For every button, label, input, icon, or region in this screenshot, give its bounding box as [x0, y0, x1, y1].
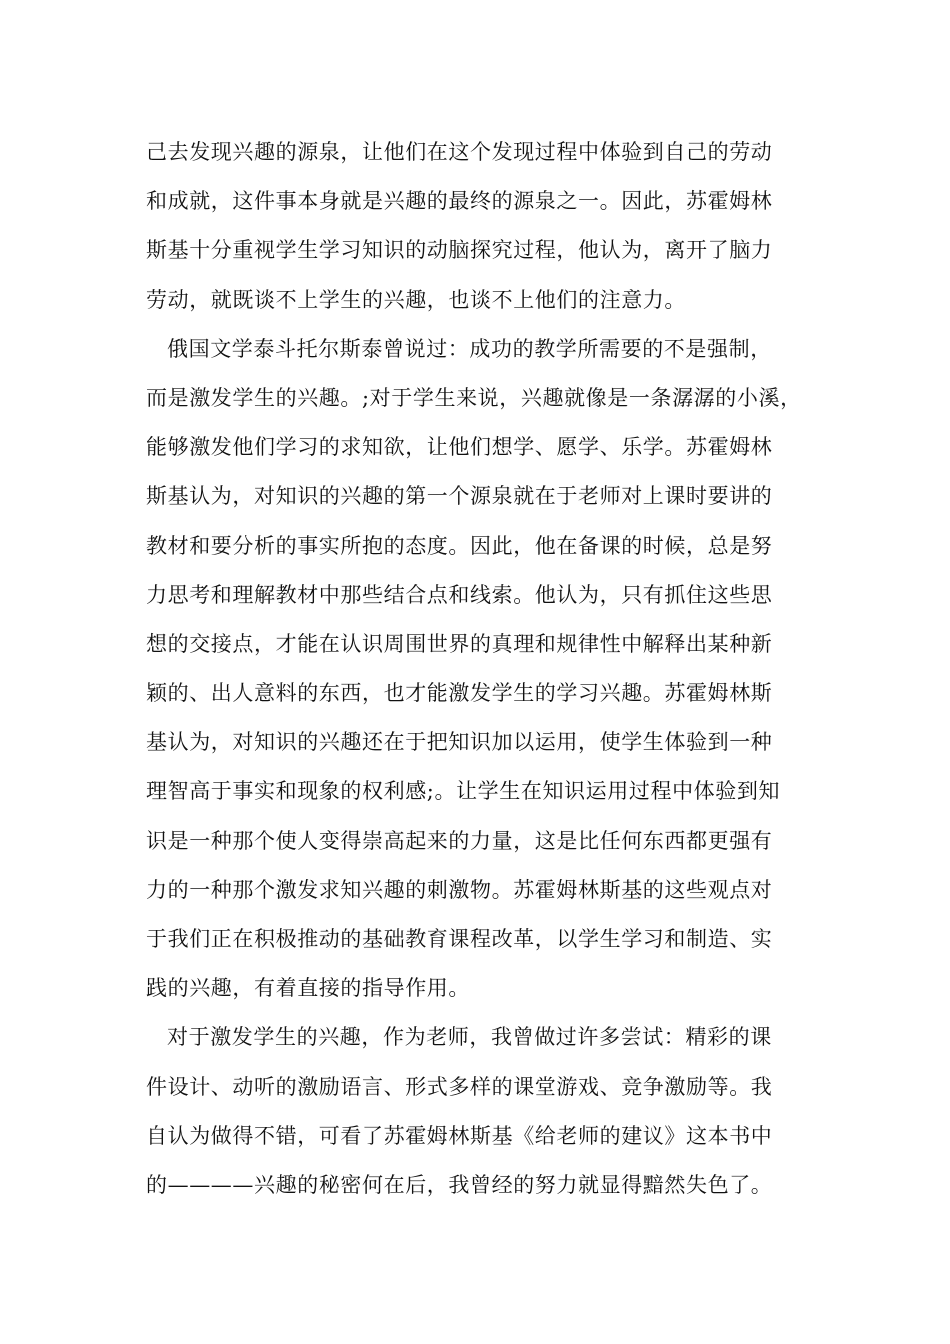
text-line: 于我们正在积极推动的基础教育课程改革，以学生学习和制造、实 [146, 927, 773, 951]
text-line: 理智高于事实和现象的权利感;。让学生在知识运用过程中体验到知 [146, 779, 781, 804]
text-line: 基认为，对知识的兴趣还在于把知识加以运用，使学生体验到一种 [146, 730, 773, 755]
text-line: 想的交接点，才能在认识周围世界的真理和规律性中解释出某种新 [146, 631, 773, 656]
text-line: 件设计、动听的激励语言、形式多样的课堂游戏、竞争激励等。我 [146, 1074, 773, 1099]
text-line: 践的兴趣，有着直接的指导作用。 [146, 976, 470, 1001]
text-line: 力的一种那个激发求知兴趣的刺激物。苏霍姆林斯基的这些观点对 [146, 877, 773, 902]
text-line: 己去发现兴趣的源泉，让他们在这个发现过程中体验到自己的劳动 [146, 140, 773, 164]
text-line: 对于激发学生的兴趣，作为老师，我曾做过许多尝试：精彩的课 [167, 1025, 772, 1050]
text-line: 劳动，就既谈不上学生的兴趣，也谈不上他们的注意力。 [146, 287, 686, 312]
text-line: 的————兴趣的秘密何在后，我曾经的努力就显得黯然失色了。 [146, 1172, 773, 1197]
paragraph-3 [146, 1013, 836, 1210]
text-line: 能够激发他们学习的求知欲，让他们想学、愿学、乐学。苏霍姆林 [146, 435, 773, 460]
text-line: 俄国文学泰斗托尔斯泰曾说过：成功的教学所需要的不是强制， [167, 336, 772, 361]
text-line: 斯基十分重视学生学习知识的动脑探究过程，他认为，离开了脑力 [146, 238, 773, 263]
text-line: 和成就，这件事本身就是兴趣的最终的源泉之一。因此，苏霍姆林 [146, 189, 773, 214]
text-line: 力思考和理解教材中那些结合点和线索。他认为，只有抓住这些思 [146, 582, 773, 607]
text-line: 而是激发学生的兴趣。;对于学生来说，兴趣就像是一条潺潺的小溪， [146, 385, 802, 410]
text-line: 教材和要分析的事实所抱的态度。因此，他在备课的时候，总是努 [146, 533, 773, 558]
text-line: 斯基认为，对知识的兴趣的第一个源泉就在于老师对上课时要讲的 [146, 484, 773, 509]
text-line: 自认为做得不错，可看了苏霍姆林斯基《给老师的建议》这本书中 [146, 1123, 773, 1148]
paragraph-2 [146, 325, 836, 1014]
document-body [146, 128, 836, 1210]
text-line: 识是一种那个使人变得崇高起来的力量，这是比任何东西都更强有 [146, 828, 773, 853]
text-line: 颖的、出人意料的东西，也才能激发学生的学习兴趣。苏霍姆林斯 [146, 681, 773, 706]
paragraph-1 [146, 128, 836, 325]
